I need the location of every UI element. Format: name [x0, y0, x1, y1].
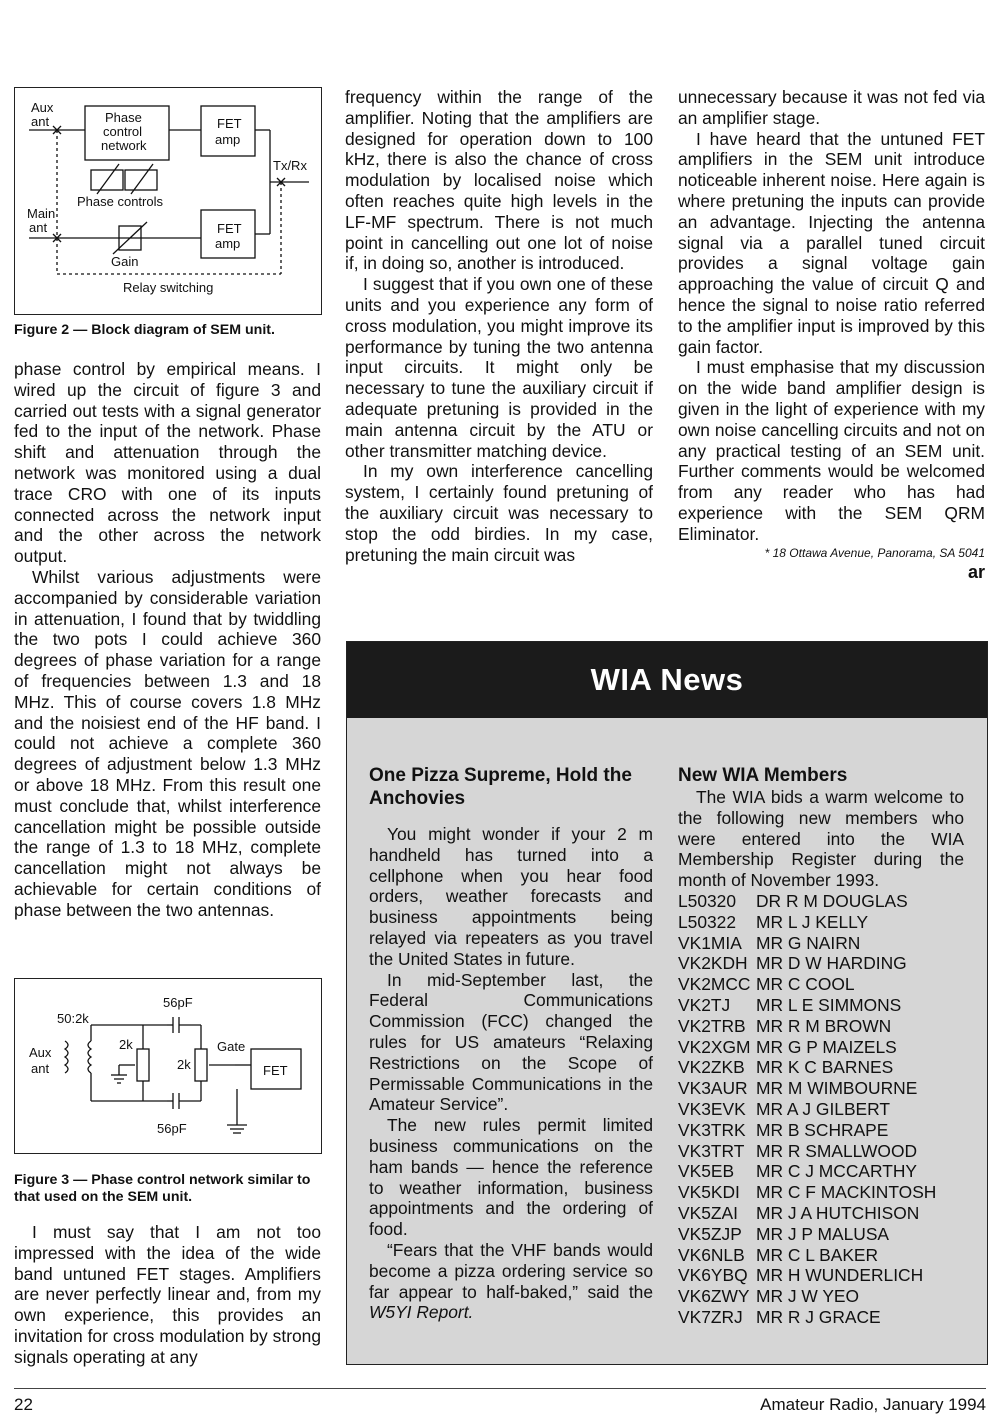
column-2 — [345, 87, 653, 565]
story-pizza-headline: One Pizza Supreme, Hold the Anchovies — [369, 765, 632, 809]
block-diagram — [15, 88, 321, 314]
member-name: MR R J GRACE — [756, 1306, 881, 1327]
member-name: MR R SMALLWOOD — [756, 1140, 918, 1161]
member-name: MR R M BROWN — [756, 1015, 892, 1036]
member-callsign: VK6YBQ — [678, 1265, 748, 1286]
member-row — [678, 891, 964, 912]
member-row — [678, 1307, 964, 1328]
story-pizza-paragraph-2: In mid-September last, the Federal Communications Commission (FCC) changed the rules for US amateurs “Relaxing Restrictions on the Scope of Permissable Communications in the Amateur Service”. — [369, 969, 653, 1115]
member-row — [678, 1037, 964, 1058]
ratio-label: 50:2k — [57, 1011, 89, 1026]
member-name: MR C J MCCARTHY — [756, 1161, 918, 1182]
phase-network-label-1: Phase — [105, 110, 142, 125]
member-name: MR J W YEO — [756, 1286, 860, 1307]
member-row — [678, 1224, 964, 1245]
member-name: MR M WIMBOURNE — [756, 1078, 918, 1099]
member-name: MR J P MALUSA — [756, 1223, 890, 1244]
txrx-label: Tx/Rx — [273, 158, 307, 173]
figure-3 — [14, 978, 322, 1154]
col2-paragraph-1: frequency within the range of the amplifier. Noting that the amplifiers are designed for operation down to 100 kHz, there is also the chance of cross modulation by localised noise which often reaches quite high levels in the LF-MF spectrum. There is not much point in cancelling out one lot of noise if, in doing so, another is introduced. — [345, 87, 653, 274]
member-name: MR C F MACKINTOSH — [756, 1182, 937, 1203]
col3-paragraph-3: I must emphasise that my discussion on the wide band amplifier design is given in the light of experience with my own noise cancelling circuits and not on any practical testing of an SEM unit. Further comments would be welcomed from any reader who has had experience with the SEM QRM Eliminator. — [678, 357, 985, 544]
member-name: MR A J GILBERT — [756, 1098, 891, 1119]
member-name: MR L J KELLY — [756, 911, 869, 932]
fet-amp-top-label-1: FET — [217, 116, 242, 131]
member-row — [678, 1016, 964, 1037]
col1-paragraph-3: I must say that I am not too impressed with the idea of the wide band untuned FET stages. Amplifiers are never perfectly linear and, from my own experience, this provides an invitation for cross modulation by strong signals operating at any — [14, 1222, 321, 1367]
aux-ant-label-2: ant — [31, 1061, 50, 1076]
member-name: MR G NAIRN — [756, 932, 861, 953]
phase-network-label-2: control — [103, 124, 143, 139]
aux-ant-label-1: Aux — [29, 1045, 52, 1060]
member-callsign: VK2TJ — [678, 994, 731, 1015]
fet-amp-bottom-label-2: amp — [215, 236, 241, 251]
relay-label: Relay switching — [123, 280, 214, 295]
wia-news-title: WIA News — [347, 642, 987, 718]
member-row — [678, 1099, 964, 1120]
member-row — [678, 933, 964, 954]
member-row — [678, 1203, 964, 1224]
member-callsign: VK3TRT — [678, 1140, 745, 1161]
column-3 — [678, 87, 985, 583]
member-callsign: VK2XGM — [678, 1036, 751, 1057]
wia-news-box — [346, 641, 988, 1365]
member-callsign: VK1MIA — [678, 932, 742, 953]
story-pizza-paragraph-3: The new rules permit limited business communications on the ham bands — hence the reference to weather information, business appointments and the ordering of food. — [369, 1115, 653, 1240]
col3-paragraph-1: unnecessary because it was not fed via an amplifier stage. — [678, 87, 985, 128]
gate-label: Gate — [217, 1039, 246, 1054]
member-name: MR K C BARNES — [756, 1057, 894, 1078]
member-row — [678, 1182, 964, 1203]
member-callsign: VK6NLB — [678, 1244, 745, 1265]
member-row — [678, 912, 964, 933]
story-members-headline: New WIA Members — [678, 765, 848, 786]
member-callsign: VK2TRB — [678, 1015, 746, 1036]
column-1-continued — [14, 1222, 321, 1368]
end-mark: ar — [967, 561, 985, 582]
aux-ant-label-1: Aux — [31, 100, 54, 115]
member-name: DR R M DOUGLAS — [756, 890, 908, 911]
member-row — [678, 1141, 964, 1162]
phase-network-label-3: network — [101, 138, 147, 153]
story-pizza — [369, 764, 653, 1323]
member-callsign: L50320 — [678, 890, 737, 911]
member-row — [678, 1265, 964, 1286]
story-members-intro: The WIA bids a warm welcome to the following new members who were entered into the WIA Membership Register during the month of November 1993. — [678, 787, 964, 891]
member-name: MR J A HUTCHISON — [756, 1202, 920, 1223]
figure-3-caption: Figure 3 — Phase control network similar to that used on the SEM unit. — [14, 1172, 311, 1205]
member-row — [678, 953, 964, 974]
member-callsign: VK5KDI — [678, 1182, 740, 1203]
member-callsign: VK3TRK — [678, 1119, 746, 1140]
member-name: MR H WUNDERLICH — [756, 1265, 924, 1286]
col2-paragraph-2: I suggest that if you own one of these units and you experience any form of cross modulation, you might improve its performance by tuning the two antenna input circuits. It might only be necessary to tune the auxiliary circuit if adequate pretuning is provided in the main antenna circuit by the ATU or other transmitter matching device. — [345, 274, 653, 461]
gain-label: Gain — [111, 254, 139, 269]
fet-label: FET — [263, 1063, 288, 1078]
phase-network-schematic — [15, 979, 321, 1153]
member-name: MR C L BAKER — [756, 1244, 879, 1265]
author-address: * 18 Ottawa Avenue, Panorama, SA 5041 — [764, 545, 985, 560]
col2-paragraph-3: In my own interference cancelling system, I certainly found pretuning of the auxiliary circuit was necessary to stop the odd birdies. In my case, pretuning the main circuit was — [345, 461, 653, 565]
fet-amp-bottom-label-1: FET — [217, 221, 242, 236]
member-row — [678, 1245, 964, 1266]
member-callsign: VK5EB — [678, 1161, 735, 1182]
member-name: MR L E SIMMONS — [756, 994, 902, 1015]
story-new-members — [678, 764, 964, 1328]
story-pizza-paragraph-1: You might wonder if your 2 m handheld has turned into a cellphone when you hear food orders, weather forecasts and business appointments being relayed via repeaters as you travel the United States in future. — [369, 824, 653, 969]
member-name: MR B SCHRAPE — [756, 1119, 889, 1140]
member-row — [678, 974, 964, 995]
main-ant-label-2: ant — [29, 220, 48, 235]
member-callsign: VK5ZJP — [678, 1223, 742, 1244]
member-callsign: VK5ZAI — [678, 1202, 738, 1223]
story-pizza-paragraph-4 — [369, 1240, 653, 1323]
aux-ant-label-2: ant — [31, 114, 50, 129]
pot-1-label: 2k — [119, 1037, 133, 1052]
member-name: MR D W HARDING — [756, 953, 907, 974]
member-name: MR G P MAIZELS — [756, 1036, 897, 1057]
page-number: 22 — [14, 1395, 33, 1414]
member-row — [678, 995, 964, 1016]
col3-paragraph-2: I have heard that the untuned FET amplifiers in the SEM unit introduce noticeable inherent noise. Here again is where pretuning the inputs can provide an advantage. Injecting the antenna signal via a parallel tuned circuit provides a signal voltage gain approaching the value of circuit Q and hence the signal to noise ratio referred to the amplifier input is improved by this gain factor. — [678, 128, 985, 357]
col1-paragraph-1: phase control by empirical means. I wired up the circuit of figure 3 and carried out tests with a signal generator fed to the input of the network. Phase shift and attenuation through the network was monitored using a dual trace CRO with one of its inputs connected across the network input and the other across the network output. — [14, 359, 321, 567]
member-callsign: L50322 — [678, 911, 737, 932]
story-pizza-source: W5YI Report. — [369, 1302, 474, 1323]
member-callsign: VK7ZRJ — [678, 1306, 743, 1327]
fet-amp-top-label-2: amp — [215, 132, 241, 147]
member-name: MR C COOL — [756, 974, 855, 995]
member-row — [678, 1161, 964, 1182]
cap-top-label: 56pF — [163, 995, 193, 1010]
member-callsign: VK6ZWY — [678, 1286, 750, 1307]
member-callsign: VK2MCC — [678, 974, 751, 995]
figure-2-caption: Figure 2 — Block diagram of SEM unit. — [14, 322, 275, 338]
pot-2-label: 2k — [177, 1057, 191, 1072]
member-row — [678, 1120, 964, 1141]
member-list — [678, 891, 964, 1328]
member-callsign: VK2KDH — [678, 953, 748, 974]
col1-paragraph-2: Whilst various adjustments were accompanied by considerable variation in attenuation, I found that by twiddling the two pots I could achieve 360 degrees of phase variation for a range of frequencies between 1.3 and 18 MHz. This of course covers 1.8 MHz and the noisiest end of the HF band. I could not achieve a complete 360 degrees of adjustment below 1.3 MHz or above 18 MHz. From this result one must conclude that, whilst interference cancellation might be possible outside the range of 1.3 to 18 MHz, complete cancellation might not always be achievable for certain conditions of phase between the two antennas. — [14, 566, 321, 920]
column-1 — [14, 359, 321, 921]
figure-2 — [14, 87, 322, 315]
publication-line: Amateur Radio, January 1994 — [760, 1395, 986, 1414]
member-row — [678, 1057, 964, 1078]
footer-rule — [14, 1388, 986, 1389]
story-pizza-quote: “Fears that the VHF bands would become a pizza ordering service so far appear to half-baked,” said the — [369, 1239, 653, 1302]
phase-controls-label: Phase controls — [77, 194, 163, 209]
member-row — [678, 1286, 964, 1307]
member-row — [678, 1078, 964, 1099]
member-callsign: VK3AUR — [678, 1078, 748, 1099]
member-callsign: VK2ZKB — [678, 1057, 745, 1078]
member-callsign: VK3EVK — [678, 1098, 746, 1119]
main-ant-label-1: Main — [27, 206, 56, 221]
cap-bottom-label: 56pF — [157, 1121, 187, 1136]
